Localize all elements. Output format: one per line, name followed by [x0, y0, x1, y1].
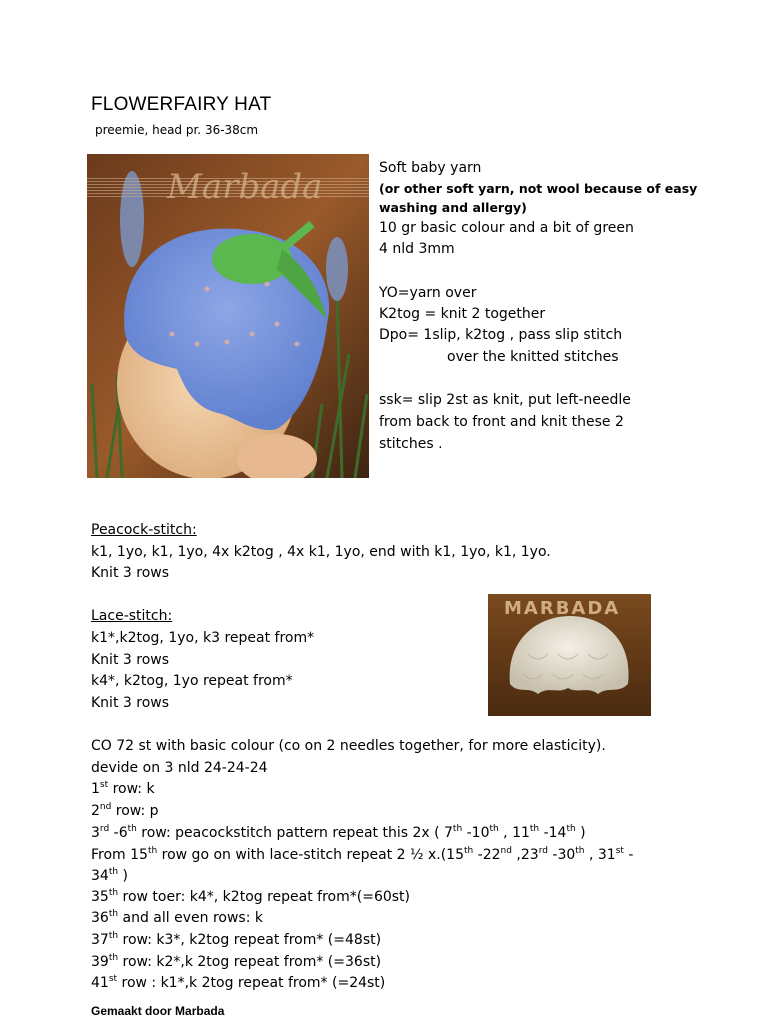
peacock-heading: Peacock-stitch: [91, 522, 197, 538]
abbreviation-line: over the knitted stitches [447, 349, 619, 365]
lace-line: k4*, k2tog, 1yo repeat from* [91, 673, 293, 689]
hat-photo [87, 154, 369, 478]
instruction-line: 3rd -6th row: peacockstitch pattern repeat this 2x ( 7th -10th , 11th -14th ) [91, 824, 586, 841]
instruction-line: 35th row toer: k4*, k2tog repeat from*(=60st) [91, 888, 411, 905]
abbreviation-line: from back to front and knit these 2 [379, 414, 624, 430]
lace-line: k1*,k2tog, 1yo, k3 repeat from* [91, 630, 315, 646]
materials-line: 10 gr basic colour and a bit of green [379, 220, 634, 236]
page-subtitle: preemie, head pr. 36-38cm [95, 123, 259, 137]
watermark: Marbada [167, 167, 323, 207]
abbreviation-line: Dpo= 1slip, k2tog , pass slip stitch [379, 327, 623, 343]
white-hat-photo [488, 594, 651, 716]
instruction-line: 2nd row: p [91, 802, 159, 819]
abbreviation-line: ssk= slip 2st as knit, put left-needle [379, 392, 631, 408]
materials-line: (or other soft yarn, not wool because of easy [379, 181, 698, 196]
lace-line: Knit 3 rows [91, 652, 169, 668]
instruction-line: 36th and all even rows: k [91, 909, 263, 926]
instruction-line: 39th row: k2*,k 2tog repeat from* (=36st) [91, 953, 382, 970]
page-title: FLOWERFAIRY HAT [91, 94, 272, 115]
lace-line: Knit 3 rows [91, 695, 169, 711]
peacock-line: Knit 3 rows [91, 565, 169, 581]
watermark: MARBADA [504, 598, 621, 619]
materials-line: 4 nld 3mm [379, 241, 455, 257]
materials-line: Soft baby yarn [379, 160, 482, 176]
materials-line: washing and allergy) [379, 200, 527, 215]
instruction-line: 41st row : k1*,k 2tog repeat from* (=24st) [91, 974, 386, 991]
abbreviation-line: K2tog = knit 2 together [379, 306, 546, 322]
lace-heading: Lace-stitch: [91, 608, 173, 624]
footer-credit: Gemaakt door Marbada [91, 1004, 225, 1018]
abbreviation-line: stitches . [379, 436, 443, 452]
instruction-line: 34th ) [91, 867, 128, 884]
abbreviation-line: YO=yarn over [379, 285, 477, 301]
instruction-line: 1st row: k [91, 780, 155, 797]
instruction-line: devide on 3 nld 24-24-24 [91, 760, 268, 776]
instruction-line: 37th row: k3*, k2tog repeat from* (=48st) [91, 931, 382, 948]
instruction-line: CO 72 st with basic colour (co on 2 needles together, for more elasticity). [91, 738, 606, 754]
instruction-line: From 15th row go on with lace-stitch repeat 2 ½ x.(15th -22nd ,23rd -30th , 31st - [91, 846, 634, 863]
peacock-line: k1, 1yo, k1, 1yo, 4x k2tog , 4x k1, 1yo, end with k1, 1yo, k1, 1yo. [91, 544, 551, 560]
